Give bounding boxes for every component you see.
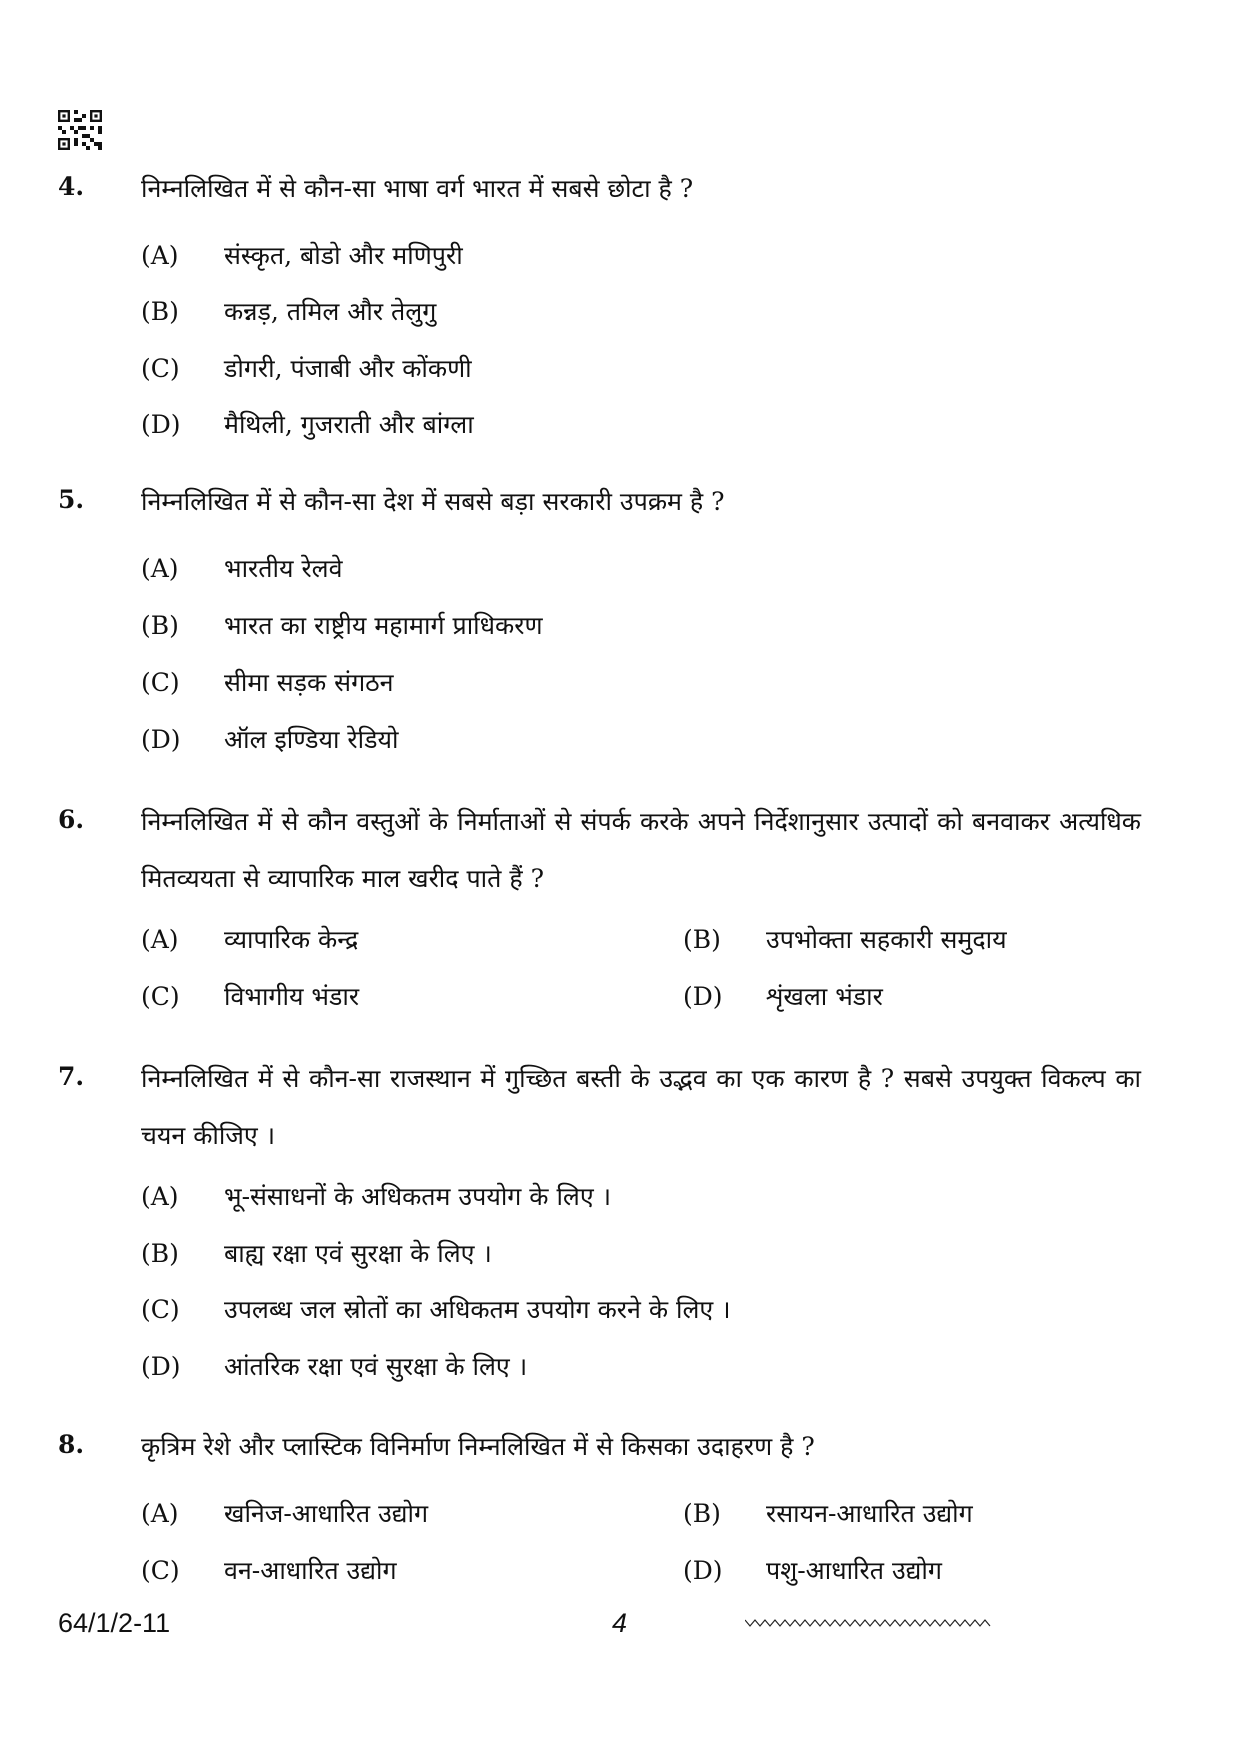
option: (B) बाह्य रक्षा एवं सुरक्षा के लिए । [141,1239,492,1268]
option: (D) ऑल इण्डिया रेडियो [141,725,399,754]
option: (C) वन-आधारित उद्योग [141,1556,397,1585]
question-text: निम्नलिखित में से कौन वस्तुओं के निर्माताओं से संपर्क करके अपने निर्देशानुसार उत्पादों को बनवाकर अत्यधिक मितव्ययता से व्यापारिक माल खरीद पाते हैं ? [141,807,1141,893]
option: (D) आंतरिक रक्षा एवं सुरक्षा के लिए । [141,1352,528,1381]
qr-code-icon [58,110,102,150]
option: (A) खनिज-आधारित उद्योग [141,1499,429,1528]
question-number: 6. [58,805,85,834]
option: (B) उपभोक्ता सहकारी समुदाय [683,925,1007,954]
question-number: 7. [58,1062,85,1091]
option: (D) शृंखला भंडार [683,982,883,1011]
option: (B) रसायन-आधारित उद्योग [683,1499,973,1528]
question-text: निम्नलिखित में से कौन-सा राजस्थान में गुच्छित बस्ती के उद्भव का एक कारण है ? सबसे उपयुक्त विकल्प का चयन कीजिए । [141,1064,1141,1150]
option: (C) उपलब्ध जल स्रोतों का अधिकतम उपयोग करने के लिए । [141,1295,731,1324]
question-number: 8. [58,1430,85,1459]
wavy-line-icon [745,1616,995,1630]
option: (A) भारतीय रेलवे [141,554,343,583]
question-text: कृत्रिम रेशे और प्लास्टिक विनिर्माण निम्नलिखित में से किसका उदाहरण है ? [141,1432,815,1461]
page-number: 4 [612,1608,628,1638]
option: (A) भू-संसाधनों के अधिकतम उपयोग के लिए । [141,1182,612,1211]
option: (C) विभागीय भंडार [141,982,360,1011]
option: (C) डोगरी, पंजाबी और कोंकणी [141,354,472,383]
option: (D) पशु-आधारित उद्योग [683,1556,942,1585]
option: (A) संस्कृत, बोडो और मणिपुरी [141,241,463,270]
page-footer [0,1608,1241,1648]
option: (A) व्यापारिक केन्द्र [141,925,359,954]
option: (D) मैथिली, गुजराती और बांग्ला [141,410,474,439]
question-number: 4. [58,172,85,201]
option: (C) सीमा सड़क संगठन [141,668,394,697]
question-text: निम्नलिखित में से कौन-सा भाषा वर्ग भारत में सबसे छोटा है ? [141,174,694,203]
option: (B) भारत का राष्ट्रीय महामार्ग प्राधिकरण [141,611,543,640]
paper-code: 64/1/2-11 [58,1608,171,1638]
question-number: 5. [58,485,85,514]
question-text: निम्नलिखित में से कौन-सा देश में सबसे बड़ा सरकारी उपक्रम है ? [141,487,725,516]
option: (B) कन्नड़, तमिल और तेलुगु [141,297,437,326]
